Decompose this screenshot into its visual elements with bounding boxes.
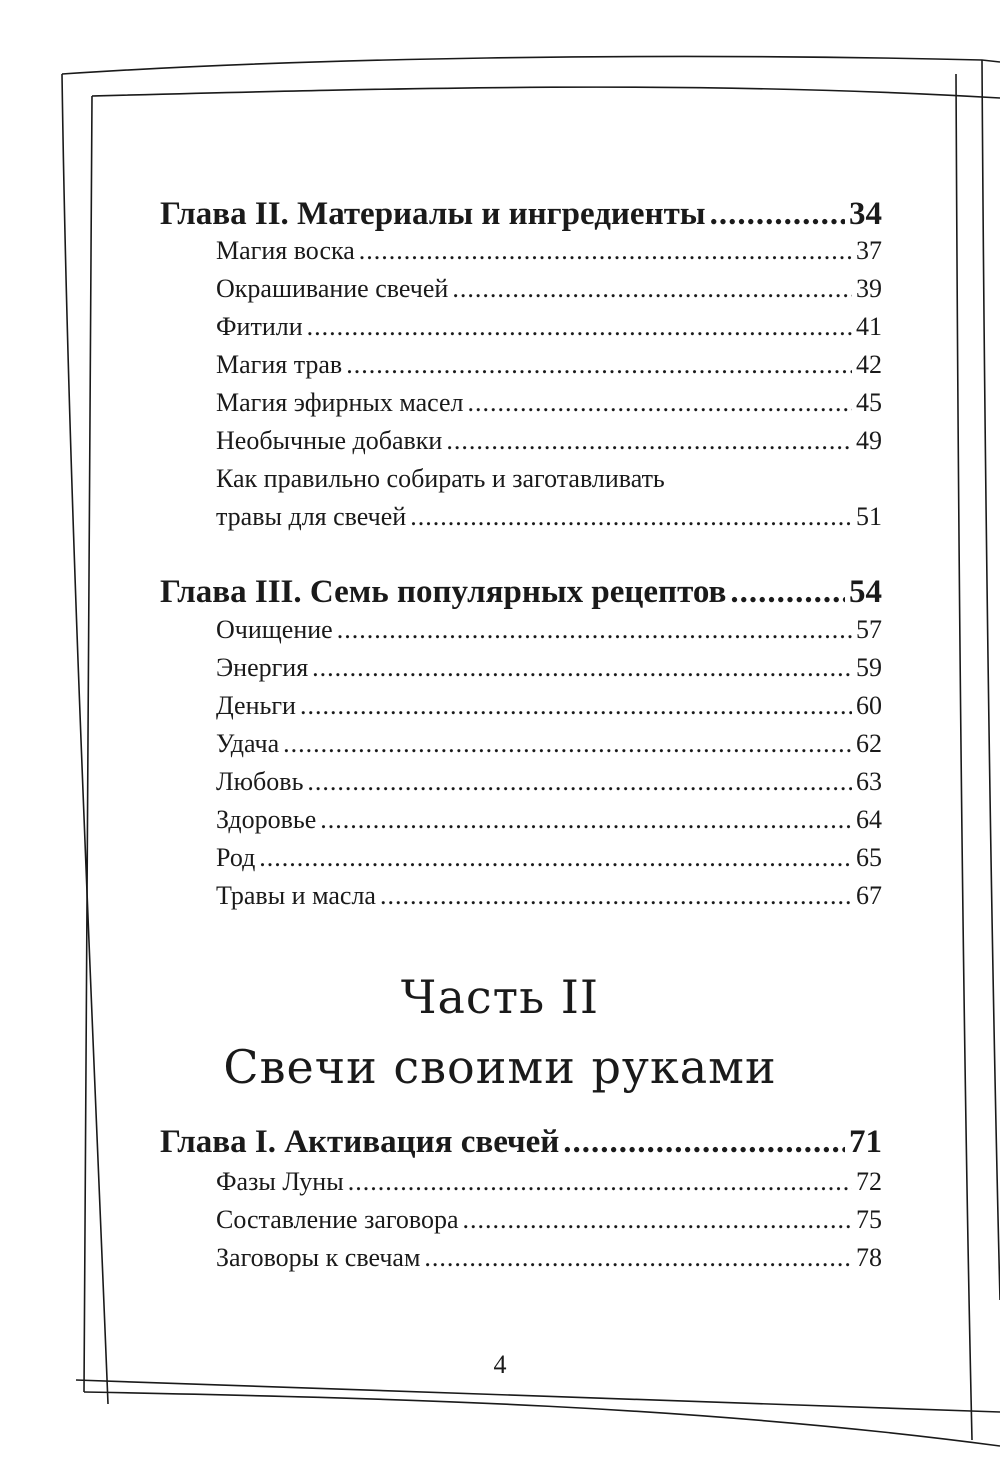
entry-title: Фазы Луны [216, 1167, 344, 1196]
entry-title: Удача [216, 729, 280, 758]
toc-entry[interactable] [216, 1205, 882, 1241]
entry-title: Энергия [216, 653, 309, 682]
dot-leader [320, 805, 852, 835]
entry-title: Окрашивание свечей [216, 274, 449, 303]
chapter-title: Глава II. Материалы и ингредиенты [160, 196, 706, 232]
dot-leader [312, 653, 852, 683]
dot-leader [424, 1243, 852, 1273]
toc-entry[interactable] [216, 653, 882, 689]
page-number: 4 [493, 1350, 507, 1379]
part-heading-number: Часть II [400, 970, 600, 1024]
entry-title: Род [216, 843, 256, 872]
entry-page-number: 51 [856, 502, 882, 531]
dot-leader [468, 388, 852, 418]
entry-title: Магия эфирных масел [216, 388, 464, 417]
entry-title: травы для свечей [216, 502, 407, 531]
dot-leader [380, 881, 852, 911]
dot-leader [337, 615, 852, 645]
toc-entry[interactable] [216, 312, 882, 348]
entry-page-number: 63 [856, 767, 882, 796]
toc-entry[interactable] [216, 843, 882, 879]
entry-page-number: 78 [856, 1243, 882, 1272]
entry-page-number: 45 [856, 388, 882, 417]
toc-chapter-materials[interactable] [160, 196, 882, 238]
chapter-page-number: 54 [849, 574, 882, 610]
toc-entry[interactable] [216, 881, 882, 917]
entry-title: Магия трав [216, 350, 343, 379]
entry-title: Фитили [216, 312, 303, 341]
entry-title: Любовь [216, 767, 304, 796]
entry-page-number: 49 [856, 426, 882, 455]
dot-leader [410, 502, 852, 532]
dot-leader [300, 691, 852, 721]
entry-page-number: 41 [856, 312, 882, 341]
toc-entry[interactable] [216, 274, 882, 310]
dot-leader [452, 274, 852, 304]
dot-leader [307, 312, 852, 342]
dot-leader [348, 1167, 852, 1197]
entry-page-number: 65 [856, 843, 882, 872]
toc-entry[interactable] [216, 1167, 882, 1203]
dot-leader [359, 236, 852, 266]
entry-title: Составление заговора [216, 1205, 459, 1234]
dot-leader [307, 767, 852, 797]
dot-leader [563, 1124, 845, 1161]
entry-page-number: 37 [856, 236, 882, 265]
entry-page-number: 64 [856, 805, 882, 834]
toc-entry[interactable] [216, 1243, 882, 1279]
toc-entry[interactable] [216, 729, 882, 765]
entry-page-number: 75 [856, 1205, 882, 1234]
entry-page-number: 72 [856, 1167, 882, 1196]
chapter-title: Глава III. Семь популярных рецептов [160, 574, 727, 610]
entry-title: Необычные добавки [216, 426, 443, 455]
entry-page-number: 42 [856, 350, 882, 379]
entry-title: Здоровье [216, 805, 317, 834]
toc-entry[interactable] [216, 388, 882, 424]
dot-leader [346, 350, 852, 380]
toc-entry[interactable] [216, 426, 882, 462]
entry-page-number: 67 [856, 881, 882, 910]
entry-title: Магия воска [216, 236, 355, 265]
toc-entry[interactable] [216, 615, 882, 651]
toc-entry[interactable] [216, 691, 882, 727]
dot-leader [710, 196, 845, 233]
dot-leader [730, 574, 845, 611]
chapter-page-number: 71 [849, 1124, 882, 1160]
toc-entry[interactable] [216, 350, 882, 386]
dot-leader [283, 729, 852, 759]
chapter-title: Глава I. Активация свечей [160, 1124, 560, 1160]
part-heading-title: Свечи своими руками [223, 1040, 777, 1094]
chapter-page-number: 34 [849, 196, 882, 232]
entry-page-number: 59 [856, 653, 882, 682]
toc-entry-multiline-first[interactable]: Как правильно собирать и заготавливать [216, 464, 665, 493]
dot-leader [259, 843, 852, 873]
entry-title: Деньги [216, 691, 296, 720]
toc-entry[interactable] [216, 236, 882, 272]
toc-chapter-activation[interactable] [160, 1124, 882, 1166]
toc-entry[interactable] [216, 805, 882, 841]
dot-leader [463, 1205, 852, 1235]
entry-title: Очищение [216, 615, 333, 644]
entry-page-number: 57 [856, 615, 882, 644]
entry-page-number: 62 [856, 729, 882, 758]
toc-entry[interactable] [216, 502, 882, 538]
toc-chapter-recipes[interactable] [160, 574, 882, 616]
entry-page-number: 60 [856, 691, 882, 720]
entry-page-number: 39 [856, 274, 882, 303]
entry-title: Травы и масла [216, 881, 376, 910]
dot-leader [446, 426, 852, 456]
toc-entry[interactable] [216, 767, 882, 803]
entry-title: Заговоры к свечам [216, 1243, 421, 1272]
